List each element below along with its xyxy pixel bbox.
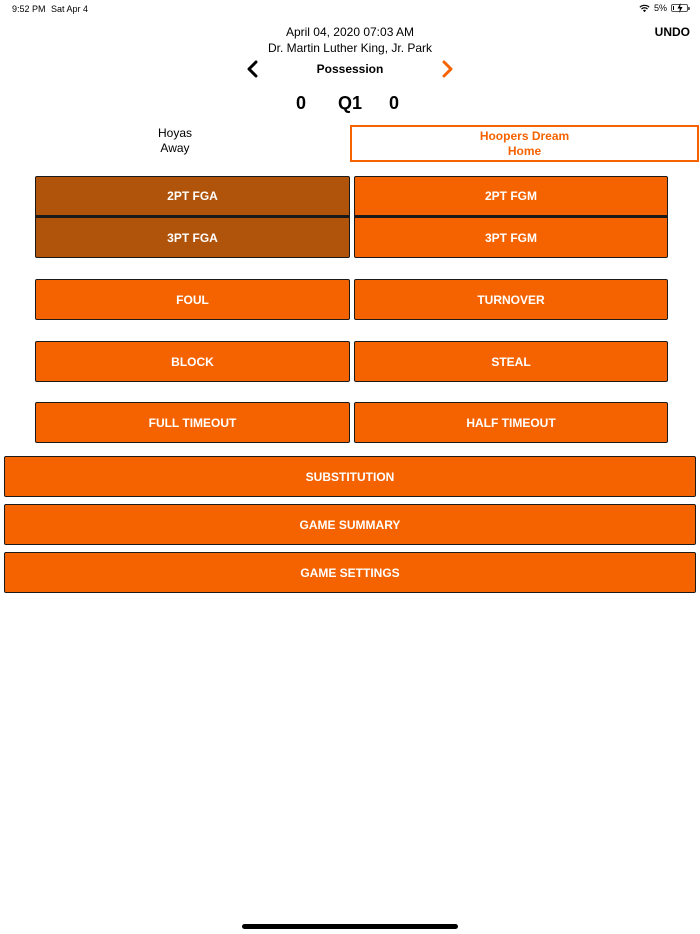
possession-label: Possession xyxy=(316,62,384,76)
game-summary-button[interactable]: GAME SUMMARY xyxy=(4,504,696,545)
game-location: Dr. Martin Luther King, Jr. Park xyxy=(267,41,433,55)
undo-button[interactable]: UNDO xyxy=(654,25,690,39)
scoreboard xyxy=(0,93,700,115)
2pt-fgm-button[interactable]: 2PT FGM xyxy=(354,176,668,217)
foul-button[interactable]: FOUL xyxy=(35,279,350,320)
away-team-side: Away xyxy=(160,141,190,155)
3pt-fga-button[interactable]: 3PT FGA xyxy=(35,217,350,258)
wifi-icon xyxy=(639,4,650,13)
home-score: 0 xyxy=(389,93,400,113)
home-indicator[interactable] xyxy=(242,924,458,929)
battery-level xyxy=(673,6,674,10)
2pt-fga-button[interactable]: 2PT FGA xyxy=(35,176,350,217)
game-datetime: April 04, 2020 07:03 AM xyxy=(285,25,415,39)
team-away-selector[interactable] xyxy=(0,126,350,156)
battery-icon xyxy=(671,4,688,12)
full-timeout-button[interactable]: FULL TIMEOUT xyxy=(35,402,350,443)
game-settings-button[interactable]: GAME SETTINGS xyxy=(4,552,696,593)
turnover-button[interactable]: TURNOVER xyxy=(354,279,668,320)
status-date: Sat Apr 4 xyxy=(51,4,89,14)
away-team-name: Hoyas xyxy=(157,126,192,140)
block-button[interactable]: BLOCK xyxy=(35,341,350,382)
status-time: 9:52 PM xyxy=(12,4,46,14)
charging-bolt-icon xyxy=(677,3,683,13)
3pt-fgm-button[interactable]: 3PT FGM xyxy=(354,217,668,258)
substitution-button[interactable]: SUBSTITUTION xyxy=(4,456,696,497)
home-team-side: Home xyxy=(507,144,542,158)
status-right xyxy=(639,3,688,13)
half-timeout-button[interactable]: HALF TIMEOUT xyxy=(354,402,668,443)
steal-button[interactable]: STEAL xyxy=(354,341,668,382)
away-score: 0 xyxy=(296,93,307,113)
chevron-right-icon[interactable] xyxy=(441,60,455,78)
status-bar xyxy=(0,0,700,18)
home-team-name: Hoopers Dream xyxy=(479,129,570,143)
team-home-selector[interactable] xyxy=(350,125,699,162)
battery-percent: 5% xyxy=(653,3,667,13)
quarter-indicator: Q1 xyxy=(337,93,362,113)
